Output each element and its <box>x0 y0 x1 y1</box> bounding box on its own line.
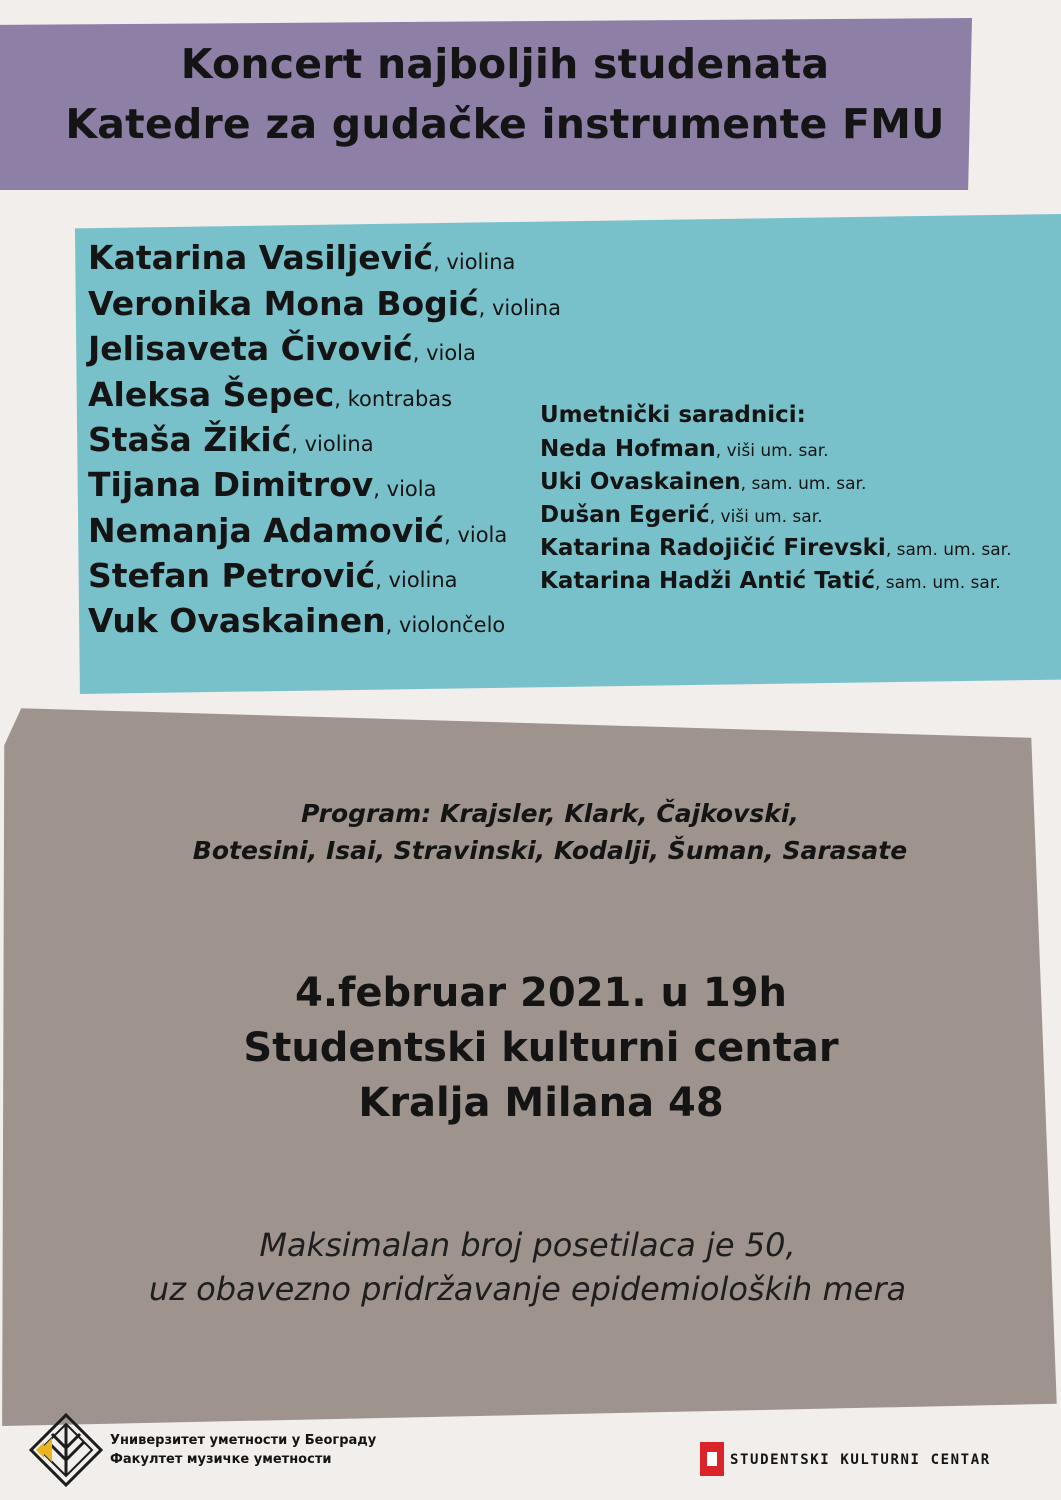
performer-item <box>88 601 505 640</box>
performer-name: Jelisaveta Čivović <box>88 329 413 368</box>
program-line-2: Botesini, Isai, Stravinski, Kodalji, Šuman, Sarasate <box>192 836 908 865</box>
performer-instrument: , violina <box>375 568 458 592</box>
event-venue: Studentski kulturni centar <box>243 1025 839 1071</box>
notice-line-1: Maksimalan broj posetilaca je 50, <box>259 1226 796 1264</box>
performer-name: Vuk Ovaskainen <box>88 601 386 640</box>
performer-name: Stefan Petrović <box>88 556 376 595</box>
collaborator-title: , sam. um. sar. <box>740 474 867 494</box>
performer-item <box>88 511 507 550</box>
event-date-time: 4.februar 2021. u 19h <box>294 970 788 1016</box>
performer-name: Tijana Dimitrov <box>88 465 374 504</box>
performer-item <box>88 465 436 504</box>
event-address: Kralja Milana 48 <box>358 1080 724 1126</box>
performer-item <box>88 284 561 323</box>
performer-item <box>88 556 458 595</box>
collaborator-title: , sam. um. sar. <box>874 573 1001 593</box>
faculty-name: Факултет музичке уметности <box>110 1452 332 1467</box>
collaborator-name: Dušan Egerić <box>540 502 710 528</box>
collaborator-name: Neda Hofman <box>540 436 716 462</box>
collaborator-item <box>540 535 1012 561</box>
skc-name: STUDENTSKI KULTURNI CENTAR <box>730 1452 991 1468</box>
performer-name: Nemanja Adamović <box>88 511 445 550</box>
performer-instrument: , violina <box>433 250 516 274</box>
collaborator-title: , sam. um. sar. <box>885 540 1012 560</box>
collaborator-name: Katarina Hadži Antić Tatić <box>540 568 875 594</box>
collaborator-name: Uki Ovaskainen <box>540 469 741 495</box>
notice-line-2: uz obavezno pridržavanje epidemioloških mera <box>148 1270 907 1308</box>
performer-name: Staša Žikić <box>88 420 292 459</box>
collaborator-item <box>540 436 829 462</box>
performer-instrument: , viola <box>444 523 508 547</box>
performer-instrument: , viola <box>373 477 437 501</box>
performer-item <box>88 375 452 414</box>
performer-instrument: , violončelo <box>385 613 506 637</box>
collaborator-name: Katarina Radojičić Firevski <box>540 535 886 561</box>
performer-name: Veronika Mona Bogić <box>88 284 479 323</box>
collaborator-item <box>540 568 1001 594</box>
poster-title-line-1: Koncert najboljih studenata <box>180 40 830 88</box>
poster-title-line-2: Katedre za gudačke instrumente FMU <box>65 100 945 148</box>
university-name: Универзитет уметности у Београду <box>110 1433 377 1448</box>
program-line-1: Program: Krajsler, Klark, Čajkovski, <box>301 799 799 828</box>
performer-item <box>88 238 515 277</box>
fmu-logo-icon <box>28 1412 104 1488</box>
performer-item <box>88 329 476 368</box>
performer-name: Katarina Vasiljević <box>88 238 434 277</box>
skc-logo-icon <box>700 1442 724 1476</box>
collaborators-heading: Umetnički saradnici: <box>540 402 806 428</box>
collaborator-item <box>540 469 866 495</box>
performer-instrument: , kontrabas <box>334 387 453 411</box>
performer-instrument: , violina <box>291 432 374 456</box>
collaborator-title: , viši um. sar. <box>715 441 829 461</box>
performer-instrument: , violina <box>478 296 561 320</box>
performer-name: Aleksa Šepec <box>88 375 335 414</box>
performer-instrument: , viola <box>412 341 476 365</box>
performer-item <box>88 420 374 459</box>
collaborator-title: , viši um. sar. <box>709 507 823 527</box>
collaborator-item <box>540 502 823 528</box>
